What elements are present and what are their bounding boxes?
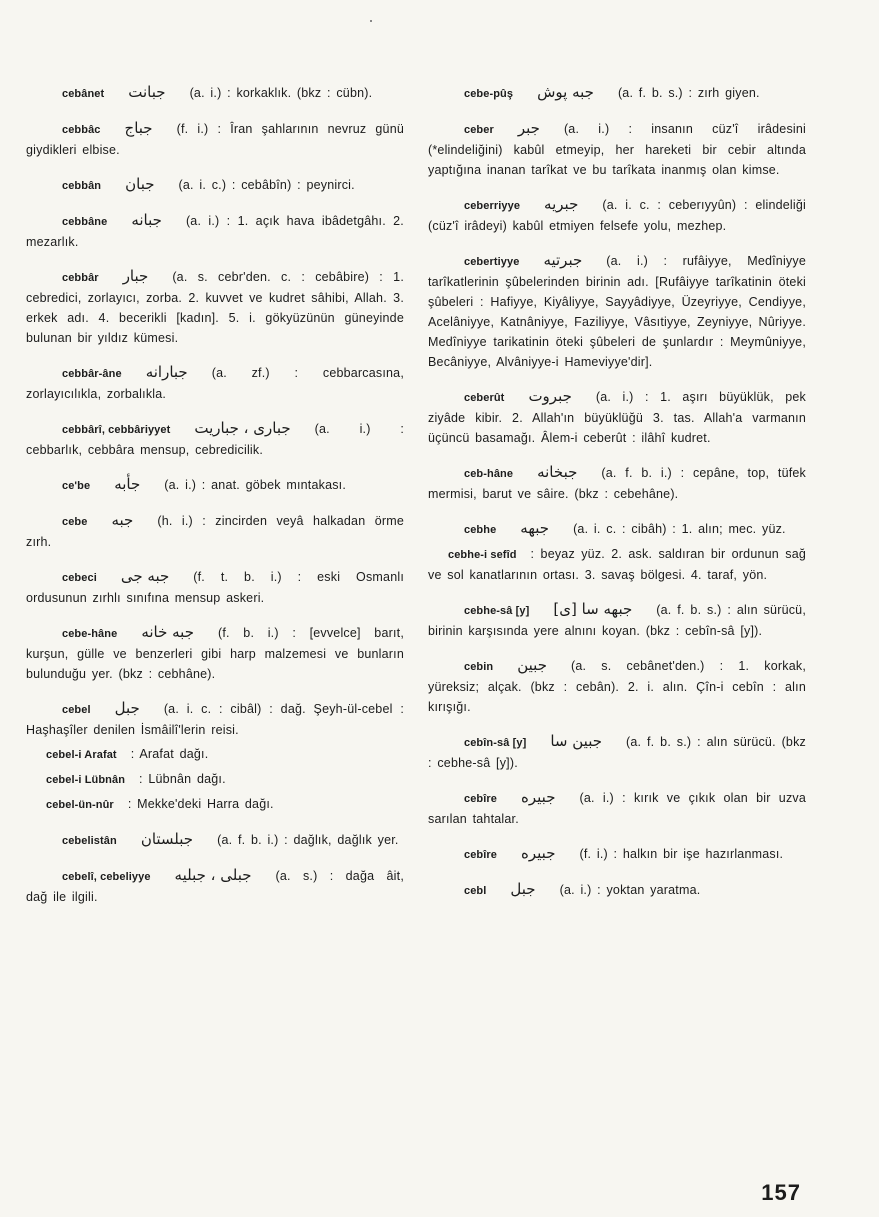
dictionary-entry [428,731,806,773]
entry-arabic-script: جبريه [544,195,579,213]
entry-arabic-script: جبه پوش [537,83,594,101]
entry-headword: cebhe-sâ [y] [464,605,530,617]
dictionary-entry [428,82,806,104]
entry-headword: ceberût [464,392,505,404]
dictionary-entry [428,544,806,585]
entry-arabic-script: جبهه سا [ی] [553,600,633,618]
entry-definition: (f. i.) : Îran şahlarının nevruz günü giydikleri elbise. [26,122,404,157]
entry-definition: : Mekke'deki Harra dağı. [127,797,274,811]
entry-headword: cebeci [62,572,97,584]
dictionary-entry [428,386,806,448]
entry-arabic-script: جبهه [520,519,550,537]
entry-definition: (a. i.) : cebbarlık, cebbâra mensup, cebredicilik. [26,422,404,457]
entry-headword: ceberriyye [464,200,521,212]
entry-definition: (a. i.) : rufâiyye, Medîniyye tarîkatlerinin şûbelerinden birinin adı. [Rufâiyye tarîkatinin öteki şûbeleri : Hafiyye, Kiyâliyye, Sayyâdiyye, Üzeyriyye, Cendiyye, Acelâniyye, Katnâniyye, Faziliyye, Vâsıtiyye, Zeyniyye, Nûriyye. Medîniyye tarikatinin öteki şûbeleri de şunlardır : Meymûniyye, Becâniyye, Alvâniyye-i Hameviyye'dir]. [428,254,806,369]
dictionary-entry [26,566,404,608]
left-column [26,82,404,921]
entry-definition: (a. f. b. s.) : zırh giyen. [617,86,760,100]
entry-arabic-script: جبيره [521,844,556,862]
entry-arabic-script: جبيره [521,788,556,806]
dictionary-entry [428,843,806,865]
dictionary-entry [428,518,806,540]
entry-definition: (a. i.) : yoktan yaratma. [559,883,701,897]
dictionary-entry [26,362,404,404]
page-number: 157 [761,1180,801,1205]
dictionary-entry [26,769,404,790]
entry-definition: (a. i.) : kırık ve çıkık olan bir uzva sarılan tahtalar. [428,791,806,826]
dictionary-entry [26,118,404,160]
entry-headword: cebbâr [62,272,99,284]
entry-arabic-script: جبخانه [537,463,578,481]
entry-arabic-script: جبين [517,656,547,674]
entry-headword: cebertiyye [464,256,520,268]
entry-definition: (f. t. b. i.) : eski Osmanlı ordusunun zırhlı sınıfına mensup askeri. [26,570,404,605]
dictionary-entry [26,622,404,684]
entry-definition: (a. s.) : dağa âit, dağ ile ilgili. [26,869,404,904]
dictionary-entry [26,418,404,460]
entry-definition: (a. f. b. s.) : alın sürücü. (bkz : cebhe-sâ [y]). [428,735,806,770]
entry-headword: cebhe-i sefîd [448,549,517,561]
entry-definition: (a. f. b. i.) : dağlık, dağlık yer. [217,833,399,847]
right-column [428,82,806,915]
entry-definition: (a. f. b. s.) : alın sürücü, birinin karşısında yere alnını koyan. (bkz : cebîn-sâ [y]). [428,603,806,638]
dictionary-entry [26,829,404,851]
entry-headword: cebîre [464,849,498,861]
entry-definition: : Arafat dağı. [130,747,209,761]
entry-headword: ceb-hâne [464,468,514,480]
dictionary-entry [26,82,404,104]
dictionary-entry [26,794,404,815]
entry-arabic-script: جبل [114,699,140,717]
entry-headword: cebel-ün-nûr [46,799,114,811]
dictionary-entry [26,210,404,252]
entry-headword: cebelî, cebeliyye [62,871,151,883]
dictionary-entry [428,655,806,717]
entry-headword: cebbârî, cebbâriyyet [62,424,171,436]
entry-arabic-script: جبين سا [550,732,602,750]
entry-definition: (a. i. c.) : cebâbîn) : peynirci. [178,178,355,192]
entry-definition: (a. zf.) : cebbarcasına, zorlayıcılıkla, zorbalıkla. [26,366,404,401]
entry-definition: (f. i.) : halkın bir işe hazırlanması. [579,847,784,861]
entry-definition: (a. i. c. : cibâl) : dağ. Şeyh-ül-cebel : Haşhaşîler denilen İsmâilî'lerin reisi. [26,702,404,737]
entry-definition: (a. i. c. : cibâh) : 1. alın; mec. yüz. [573,522,786,536]
entry-headword: ce'be [62,480,91,492]
entry-definition: (a. f. b. i.) : cepâne, top, tüfek mermisi, barut ve sâire. (bkz : cebehâne). [428,466,806,501]
entry-arabic-script: جباج [124,119,153,137]
entry-arabic-script: جبه خانه [141,623,194,641]
entry-definition: (h. i.) : zincirden veyâ halkadan örme zırh. [26,514,404,549]
entry-arabic-script: جبل [510,880,536,898]
dictionary-entry [26,744,404,765]
entry-headword: cebl [464,885,487,897]
entry-arabic-script: جبر [517,119,540,137]
dictionary-entry [428,879,806,901]
entry-arabic-script: جبانت [128,83,166,101]
entry-arabic-script: جبروت [528,387,572,405]
entry-headword: cebe-pûş [464,88,514,100]
entry-definition: (a. i.) : insanın cüz'î irâdesini (*elindeliğini) kabûl etmeyip, her hareketi bir cebir altında yaptığına inanan tarîkat ve bu tarîkata inanmış olan kimse. [428,122,806,177]
entry-arabic-script: جباری ، جباریت [194,419,291,437]
entry-arabic-script: جبه [111,511,134,529]
entry-headword: cebin [464,661,494,673]
entry-headword: cebel-i Arafat [46,749,117,761]
entry-definition: : beyaz yüz. 2. ask. saldıran bir ordunun sağ ve sol kanatlarının ortası. 3. savaş bölgesi. 4. taraf, yön. [428,547,806,582]
entry-headword: cebel [62,704,91,716]
entry-definition: (a. i.) : 1. açık hava ibâdetgâhı. 2. mezarlık. [26,214,404,249]
entry-arabic-script: جبان [125,175,155,193]
entry-arabic-script: جبار [122,267,149,285]
entry-definition: : Lübnân dağı. [139,772,226,786]
entry-arabic-script: جبرتيه [543,251,583,269]
entry-arabic-script: جبانه [131,211,162,229]
entry-definition: (a. s. cebânet'den.) : 1. korkak, yüreksiz; alçak. (bkz : cebân). 2. i. alın. Çîn-i cebîn : alın kırışığı. [428,659,806,714]
entry-arabic-script: جبلستان [140,830,194,848]
page-mark [370,20,372,22]
dictionary-entry [26,474,404,496]
dictionary-entry [26,865,404,907]
entry-definition: (a. i. c. : ceberıyyûn) : elindeliği (cüz'î irâdeyi) kabûl etmiyen felsefe yolu, mezhep. [428,198,806,233]
dictionary-entry [26,266,404,348]
entry-definition: (f. b. i.) : [evvelce] barıt, kurşun, gülle ve benzerleri gibi harp malzemesi ve bunların bulunduğu yer. (bkz : cebhâne). [26,626,404,681]
entry-definition: (a. i.) : anat. göbek mıntakası. [164,478,347,492]
dictionary-entry [26,174,404,196]
dictionary-entry [428,599,806,641]
entry-definition: (a. i.) : korkaklık. (bkz : cübn). [189,86,373,100]
entry-headword: cebbâr-âne [62,368,122,380]
dictionary-entry [428,250,806,372]
entry-arabic-script: جبه جی [120,567,170,585]
entry-headword: cebîn-sâ [y] [464,737,527,749]
entry-arabic-script: جبلی ، جبليه [174,866,252,884]
entry-headword: cebbân [62,180,102,192]
entry-headword: cebelistân [62,835,117,847]
entry-headword: ceber [464,124,494,136]
dictionary-entry [428,787,806,829]
entry-arabic-script: جبارانه [145,363,188,381]
dictionary-entry [428,462,806,504]
dictionary-entry [428,118,806,180]
dictionary-entry [26,510,404,552]
entry-headword: cebîre [464,793,498,805]
entry-headword: cebe-hâne [62,628,118,640]
entry-arabic-script: جأبه [114,475,141,493]
entry-headword: cebhe [464,524,497,536]
dictionary-entry [26,698,404,740]
entry-headword: cebe [62,516,88,528]
entry-headword: cebbâc [62,124,101,136]
dictionary-entry [428,194,806,236]
entry-headword: cebbâne [62,216,108,228]
entry-definition: (a. s. cebr'den. c. : cebâbire) : 1. cebredici, zorlayıcı, zorba. 2. kuvvet ve kudret sâhibi, Allah. 3. erkek adı. 4. becerikli [kadın]. 5. i. gökyüzünün güneyinde bulunan bir yıldız kümesi. [26,270,404,345]
entry-headword: cebânet [62,88,105,100]
entry-definition: (a. i.) : 1. aşırı büyüklük, pek ziyâde kibir. 2. Allah'ın büyüklüğü 3. tas. Allah'a varmanın üçüncü basamağı. Âlem-i ceberût : ilâhî kudret. [428,390,806,445]
entry-headword: cebel-i Lübnân [46,774,126,786]
